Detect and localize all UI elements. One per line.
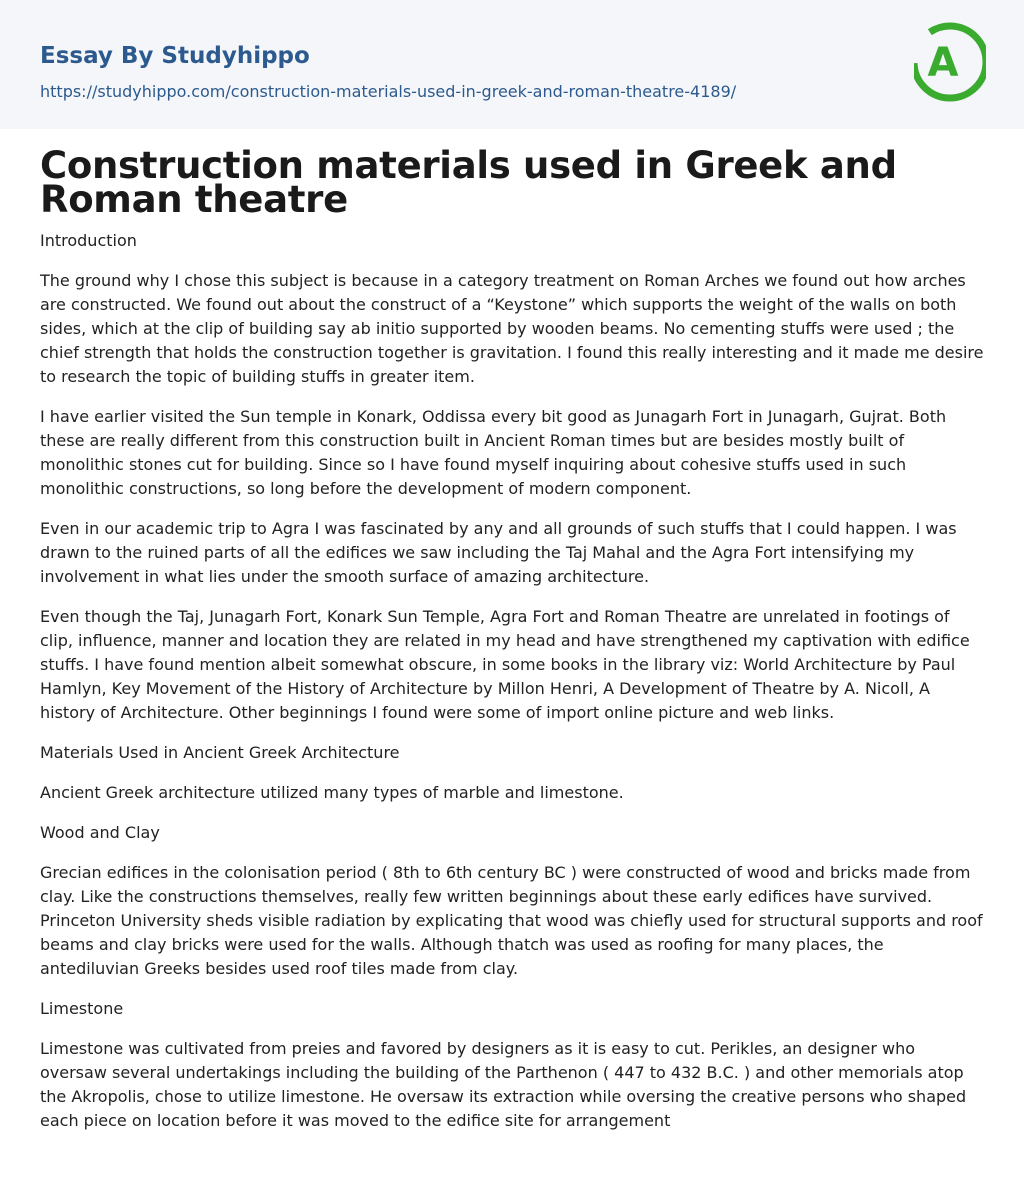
brand-title: Essay By Studyhippo [40, 43, 310, 69]
paragraph: Ancient Greek architecture utilized many types of marble and limestone. [40, 783, 624, 802]
paragraph: Grecian edifices in the colonisation period ( 8th to 6th century BC ) were constructed of wood and bricks made from clay. Like the constructions themselves, really few written beginnings about these early edifices have survived. Princeton University sheds visible radiation by explicating that wood was chiefly used for structural supports and roof beams and clay bricks were used for the walls. Although thatch was used as roofing for many places, the antediluvian Greeks besides used roof tiles made from clay. [40, 863, 983, 978]
section-heading-materials: Materials Used in Ancient Greek Architecture [40, 743, 400, 762]
paragraph: Limestone was cultivated from preies and favored by designers as it is easy to cut. Perikles, an designer who oversaw several undertakings including the building of the Parthenon ( 447 to 432 B.C. ) and other memorials atop the Akropolis, chose to utilize limestone. He oversaw its extraction while oversing the creative persons who shaped each piece on location before it was moved to the edifice site for arrangement [40, 1039, 967, 1130]
paragraph: Even though the Taj, Junagarh Fort, Konark Sun Temple, Agra Fort and Roman Theatre are unrelated in footings of clip, influence, manner and location they are related in my head and have strengthened my captivation with edifice stuffs. I have found mention albeit somewhat obscure, in some books in the library viz: World Architecture by Paul Hamlyn, Key Movement of the History of Architecture by Millon Henri, A Development of Theatre by A. Nicoll, A history of Architecture. Other beginnings I found were some of import online picture and web links. [40, 607, 970, 722]
studyhippo-logo-icon[interactable] [914, 18, 986, 106]
paragraph: The ground why I chose this subject is because in a category treatment on Roman Arches we found out how arches are constructed. We found out about the construct of a “Keystone” which supports the weight of the walls on both sides, which at the clip of building say ab initio supported by wooden beams. No cementing stuffs were used ; the chief strength that holds the construction together is gravitation. I found this really interesting and it made me desire to research the topic of building stuffs in greater item. [40, 271, 984, 386]
section-heading-introduction: Introduction [40, 231, 137, 250]
paragraph: I have earlier visited the Sun temple in Konark, Oddissa every bit good as Junagarh Fort in Junagarh, Gujrat. Both these are really different from this construction built in Ancient Roman times but are besides mostly built of monolithic stones cut for building. Since so I have found myself inquiring about cohesive stuffs used in such monolithic constructions, so long before the development of modern component. [40, 407, 947, 498]
section-heading-limestone: Limestone [40, 999, 124, 1018]
article-body [0, 129, 1024, 1133]
site-header [0, 0, 1024, 129]
logo-letter: A [927, 40, 959, 86]
paragraph: Even in our academic trip to Agra I was fascinated by any and all grounds of such stuffs that I could happen. I was drawn to the ruined parts of all the edifices we saw including the Taj Mahal and the Agra Fort intensifying my involvement in what lies under the smooth surface of amazing architecture. [40, 519, 957, 586]
source-url-link[interactable]: https://studyhippo.com/construction-materials-used-in-greek-and-roman-theatre-4189/ [40, 82, 737, 101]
section-heading-wood-and-clay: Wood and Clay [40, 823, 160, 842]
page-title: Construction materials used in Greek and Roman theatre [40, 144, 897, 221]
